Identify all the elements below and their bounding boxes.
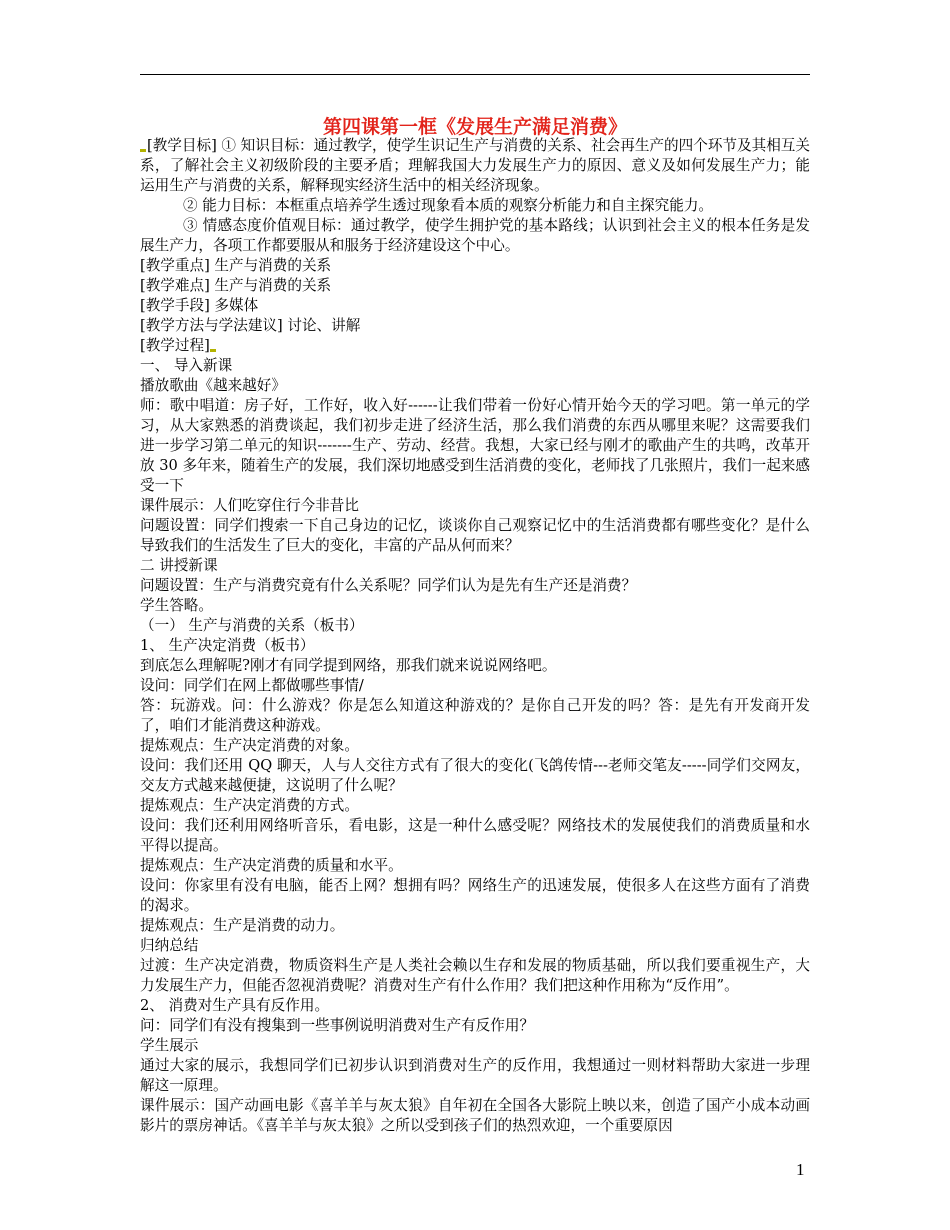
paragraph-teacher: 师：歌中唱道：房子好，工作好，收入好------让我们带着一份好心情开始今天的学习吧。第一单元的学习，从大家熟悉的消费谈起，我们初步走进了经济生活，那么我们消费的东西从哪里来呢？这需要我们进一步学习第二单元的知识-------生产、劳动、经营。我想，大家已经与刚才的歌曲产生的共鸣，改革开放 30 多年来，随着生产的发展，我们深切地感受到生活消费的变化，老师找了几张照片，我们一起来感受一下 xyxy=(140,397,810,494)
paragraph-objectives: [教学目标] ① 知识目标：通过教学，使学生识记生产与消费的关系、社会再生产的四个环节及其相互关系，了解社会主义初级阶段的主要矛盾；理解我国大力发展生产力的原因、意义及如何发展生产力；能运用生产与消费的关系，解释现实经济生活中的相关经济现象。 xyxy=(140,137,810,194)
paragraph-question-1: 问题设置：同学们搜索一下自己身边的记忆，谈谈你自己观察记忆中的生活消费都有哪些变化？是什么导致我们的生活发生了巨大的变化，丰富的产品从何而来？ xyxy=(140,517,810,554)
paragraph-ask-3: 设问：我们还利用网络听音乐，看电影，这是一种什么感受呢？网络技术的发展使我们的消费质量和水平得以提高。 xyxy=(140,817,810,854)
paragraph-key-point: [教学重点] 生产与消费的关系 xyxy=(140,257,332,274)
section-heading-teaching: 二 讲授新课 xyxy=(140,557,218,574)
paragraph-point-3: 提炼观点：生产决定消费的质量和水平。 xyxy=(140,857,403,874)
header-rule xyxy=(140,74,810,75)
paragraph-transition: 过渡：生产决定消费，物质资料生产是人类社会赖以生存和发展的物质基础，所以我们要重视生产，大力发展生产力，但能否忽视消费呢？消费对生产有什么作用？我们把这种作用称为“反作用”。 xyxy=(140,957,810,994)
paragraph-method: [教学方法与学法建议] 讨论、讲解 xyxy=(140,317,361,334)
paragraph-ask-2: 设问：我们还用 QQ 聊天，人与人交往方式有了很大的变化(飞鸽传情---老师交笔友-----同学们交网友，交友方式越来越便捷，这说明了什么呢？ xyxy=(140,757,810,794)
edit-mark-icon xyxy=(140,149,146,152)
paragraph-student-show: 学生展示 xyxy=(140,1037,199,1054)
subheading-relation: （一） 生产与消费的关系（板书） xyxy=(140,617,364,634)
paragraph-song: 播放歌曲《越来越好》 xyxy=(140,377,286,394)
paragraph-ability-goal: ② 能力目标：本框重点培养学生透过现象看本质的观察分析能力和自主探究能力。 xyxy=(183,197,714,214)
paragraph-difficulty: [教学难点] 生产与消费的关系 xyxy=(140,277,332,294)
paragraph-process: [教学过程] xyxy=(140,336,810,356)
subheading-production-decides: 1、 生产决定消费（板书） xyxy=(140,637,315,654)
paragraph-ask-5: 问：同学们有没有搜集到一些事例说明消费对生产有反作用？ xyxy=(140,1017,535,1034)
document-title: 第四课第一框《发展生产满足消费》 xyxy=(322,116,627,138)
page-number: 1 xyxy=(796,1160,805,1179)
subheading-consumption-reacts: 2、 消费对生产具有反作用。 xyxy=(140,997,330,1014)
paragraph-ask-1: 设问：同学们在网上都做哪些事情/ xyxy=(140,677,364,694)
paragraph-point-4: 提炼观点：生产是消费的动力。 xyxy=(140,917,345,934)
paragraph-means: [教学手段] 多媒体 xyxy=(140,297,259,314)
paragraph-courseware-2: 课件展示：国产动画电影《喜羊羊与灰太狼》自年初在全国各大影院上映以来，创造了国产小成本动画影片的票房神话。《喜羊羊与灰太狼》之所以受到孩子们的热烈欢迎，一个重要原因 xyxy=(140,1097,810,1134)
paragraph-point-1: 提炼观点：生产决定消费的对象。 xyxy=(140,737,359,754)
paragraph-summary: 归纳总结 xyxy=(140,937,199,954)
section-heading-intro: 一、 导入新课 xyxy=(140,357,233,374)
paragraph-emotion-goal: ③ 情感态度价值观目标：通过教学，使学生拥护党的基本路线；认识到社会主义的根本任务是发展生产力，各项工作都要服从和服务于经济建设这个中心。 xyxy=(140,217,810,254)
document-body xyxy=(140,136,810,1136)
paragraph-question-2: 问题设置：生产与消费究竟有什么关系呢？同学们认为是先有生产还是消费？ xyxy=(140,577,637,594)
paragraph-material-intro: 通过大家的展示，我想同学们已初步认识到消费对生产的反作用，我想通过一则材料帮助大家进一步理解这一原理。 xyxy=(140,1057,810,1094)
paragraph-courseware-1: 课件展示：人们吃穿住行今非昔比 xyxy=(140,497,359,514)
paragraph-answer-1: 答：玩游戏。问：什么游戏？你是怎么知道这种游戏的？是你自己开发的吗？答：是先有开发商开发了，咱们才能消费这种游戏。 xyxy=(140,697,810,734)
paragraph-student-answer: 学生答略。 xyxy=(140,597,213,614)
paragraph-ask-4: 设问：你家里有没有电脑，能否上网？想拥有吗？网络生产的迅速发展，使很多人在这些方面有了消费的渴求。 xyxy=(140,877,810,914)
edit-mark-icon xyxy=(210,349,216,352)
paragraph-network-intro: 到底怎么理解呢?刚才有同学提到网络，那我们就来说说网络吧。 xyxy=(140,657,557,674)
paragraph-point-2: 提炼观点：生产决定消费的方式。 xyxy=(140,797,359,814)
